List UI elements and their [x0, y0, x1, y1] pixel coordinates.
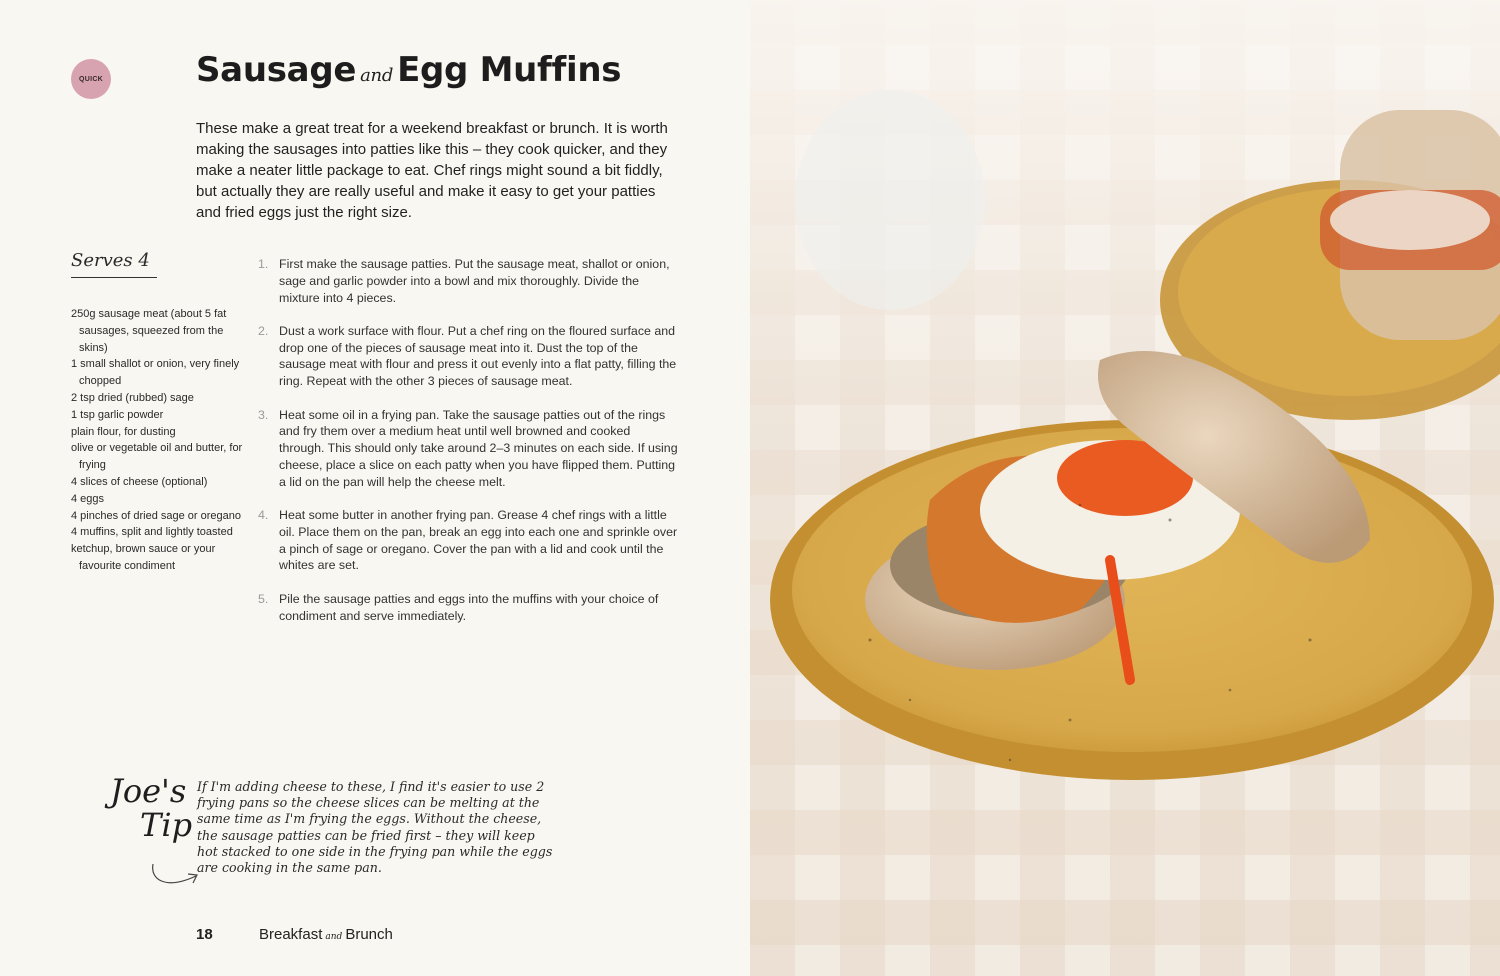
- step-text: First make the sausage patties. Put the sausage meat, shallot or onion, sage and garlic powder into a bowl and mix thoroughly. Divide the mixture into 4 pieces.: [279, 257, 670, 305]
- tip-heading-line-1: Joe's: [110, 772, 187, 810]
- step-text: Heat some oil in a frying pan. Take the sausage patties out of the rings and fry them over a medium heat until well browned and cooked through. This should only take around 2–3 minutes on each side. If using cheese, place a slice on each patty when you have flipped them. Putting a lid on the pan will help the cheese melt.: [279, 407, 678, 489]
- step-number: 4.: [258, 508, 269, 523]
- recipe-intro: These make a great treat for a weekend breakfast or brunch. It is worth making the sausages into patties like this – they cook quicker, and they make a neater little package to eat. Chef rings might sound a bit fiddly, but actually they are really useful and make it easy to get your patties and fried eggs just the right size.: [196, 120, 668, 221]
- section-part-1: Breakfast: [259, 926, 323, 943]
- ingredient-item: olive or vegetable oil and butter, for frying: [71, 442, 243, 472]
- method-steps: [258, 256, 678, 641]
- section-title: [259, 926, 393, 943]
- method-step: [258, 323, 678, 390]
- title-part-2: Egg Muffins: [397, 50, 622, 90]
- step-number: 1.: [258, 257, 269, 271]
- method-step: [258, 591, 678, 625]
- step-text: Pile the sausage patties and eggs into the muffins with your choice of condiment and serve immediately.: [279, 591, 659, 623]
- food-photo: [750, 0, 1500, 976]
- title-and: and: [360, 65, 394, 86]
- step-number: 2.: [258, 323, 269, 338]
- muffin-photo-illustration: [750, 0, 1500, 976]
- ingredient-item: 4 eggs: [71, 492, 105, 505]
- section-part-2: Brunch: [345, 926, 393, 943]
- ingredient-item: 2 tsp dried (rubbed) sage: [71, 391, 194, 404]
- ingredient-item: 250g sausage meat (about 5 fat sausages, squeezed from the skins): [71, 308, 227, 354]
- method-step: [258, 256, 678, 306]
- tip-heading: [110, 774, 192, 842]
- ingredient-item: 1 small shallot or onion, very finely chopped: [71, 358, 240, 388]
- method-step: [258, 507, 678, 574]
- ingredient-item: 4 slices of cheese (optional): [71, 475, 208, 488]
- step-text: Heat some butter in another frying pan. Grease 4 chef rings with a little oil. Place them on the pan, break an egg into each one and sprinkle over a pinch of sage or oregano. Cover the pan with a lid and cook until the whites are set.: [279, 508, 678, 573]
- recipe-title: [196, 50, 621, 90]
- quick-badge: QUICK: [71, 59, 111, 99]
- tip-heading-line-2: Tip: [140, 806, 193, 844]
- method-step: [258, 407, 678, 491]
- curved-arrow-icon: [148, 862, 204, 894]
- step-text: Dust a work surface with flour. Put a chef ring on the floured surface and drop one of the pieces of sausage meat into it. Dust the top of the sausage meat with flour and press it out evenly into a flat patty, filling the ring. Repeat with the other 3 pieces of sausage meat.: [279, 323, 677, 389]
- step-number: 3.: [258, 407, 269, 422]
- ingredient-item: plain flour, for dusting: [71, 425, 176, 438]
- tip-text: If I'm adding cheese to these, I find it's easier to use 2 frying pans so the cheese slices can be melting at the same time as I'm frying the eggs. Without the cheese, the sausage patties can be fried first – they will keep hot stacked to one side in the frying pan while the eggs are cooking in the same pan.: [197, 779, 553, 876]
- ingredient-item: 1 tsp garlic powder: [71, 408, 164, 421]
- ingredient-item: 4 pinches of dried sage or oregano: [71, 509, 242, 522]
- step-number: 5.: [258, 591, 269, 606]
- ingredient-item: ketchup, brown sauce or your favourite condiment: [71, 543, 216, 572]
- ingredient-item: 4 muffins, split and lightly toasted: [71, 526, 233, 539]
- ingredient-list: [71, 306, 246, 575]
- section-and: and: [325, 932, 343, 942]
- serves-label: Serves 4: [71, 250, 157, 278]
- page-number: 18: [196, 926, 213, 943]
- title-part-1: Sausage: [196, 50, 357, 90]
